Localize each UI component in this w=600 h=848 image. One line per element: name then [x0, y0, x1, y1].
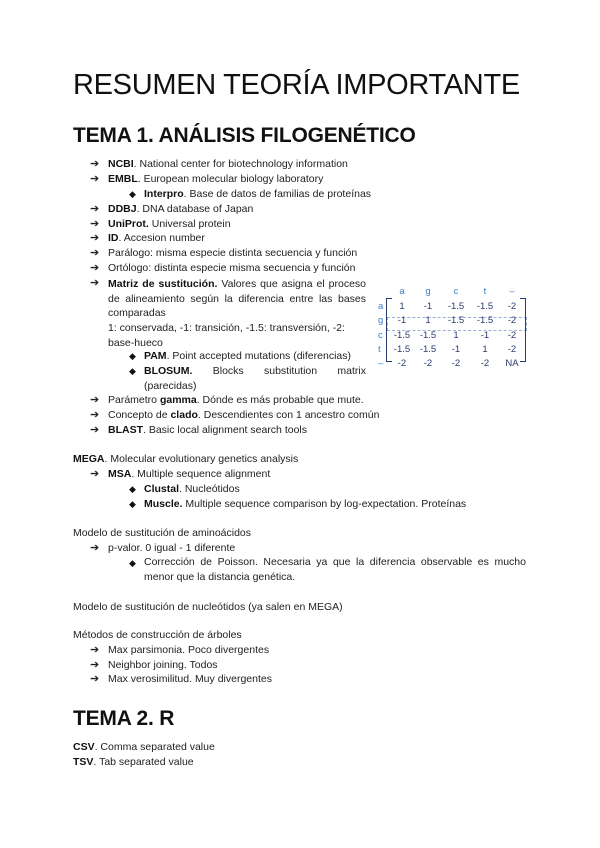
- substitution-matrix: [373, 284, 528, 372]
- matrix-row-header: t: [378, 344, 381, 355]
- matrix-cell: -1.5: [447, 315, 465, 326]
- matrix-cell: -2: [480, 358, 490, 369]
- mega-line: MEGA. Molecular evolutionary genetics analysis: [73, 453, 299, 465]
- matrix-row-header: –: [378, 358, 384, 369]
- arrow-bullet: ➔: [90, 394, 100, 406]
- matrix-row-header: c: [378, 330, 383, 341]
- matrix-cell: NA: [505, 358, 519, 369]
- matrix-cell: -1.5: [447, 301, 465, 312]
- tema1-heading: TEMA 1. ANÁLISIS FILOGENÉTICO: [73, 124, 416, 147]
- matrix-cell: 1: [425, 315, 431, 326]
- arrow-bullet: ➔: [90, 409, 100, 421]
- document-title: RESUMEN TEORÍA IMPORTANTE: [73, 69, 520, 101]
- arrow-bullet: ➔: [90, 424, 100, 436]
- arrow-bullet: ➔: [90, 468, 100, 480]
- list-item-verosimilitud: Max verosimilitud. Muy divergentes: [108, 673, 272, 685]
- matrix-cell: -1.5: [476, 315, 494, 326]
- arrow-bullet: ➔: [90, 542, 100, 554]
- matrix-col-header: a: [399, 286, 405, 297]
- matrix-col-header: –: [509, 286, 515, 297]
- list-item-gamma: Parámetro gamma. Dónde es más probable que mute.: [108, 394, 364, 406]
- list-item-uniprot: UniProt. Universal protein: [108, 218, 231, 230]
- arrow-bullet: ➔: [90, 262, 100, 274]
- nuc-model-heading: Modelo de sustitución de nucleótidos (ya salen en MEGA): [73, 601, 343, 613]
- tsv-line: TSV. Tab separated value: [73, 756, 194, 768]
- arrow-bullet: ➔: [90, 247, 100, 259]
- matrix-cell: -1: [423, 301, 433, 312]
- list-item-paralogo: Parálogo: misma especie distinta secuencia y función: [108, 247, 358, 259]
- list-item-poisson: Corrección de Poisson. Necesaria ya que la diferencia observable es mucho menor que la distancia genética.: [144, 556, 526, 583]
- matrix-cell: 1: [399, 301, 405, 312]
- csv-line: CSV. Comma separated value: [73, 741, 215, 753]
- arrow-bullet: ➔: [90, 158, 100, 170]
- list-item-ddbj: DDBJ. DNA database of Japan: [108, 203, 254, 215]
- list-item-id: ID. Accesion number: [108, 232, 205, 244]
- arrow-bullet: ➔: [90, 673, 100, 685]
- list-item-embl: EMBL. European molecular biology laboratory: [108, 173, 324, 185]
- matrix-cell: -2: [507, 301, 517, 312]
- list-item-parsimonia: Max parsimonia. Poco divergentes: [108, 644, 270, 656]
- list-item-pam: PAM. Point accepted mutations (diferencias): [144, 350, 351, 362]
- matrix-cell: -2: [507, 315, 517, 326]
- arrow-bullet: ➔: [90, 644, 100, 656]
- matrix-cell: -1.5: [419, 344, 437, 355]
- matrix-col-header: t: [483, 286, 487, 297]
- list-item-msa: MSA. Multiple sequence alignment: [108, 468, 271, 480]
- matrix-col-header: c: [453, 286, 459, 297]
- diamond-bullet: ◆: [129, 558, 136, 568]
- matrix-cell: -2: [507, 330, 517, 341]
- list-item-clado: Concepto de clado. Descendientes con 1 ancestro común: [108, 409, 380, 421]
- matrix-cell: -1: [397, 315, 407, 326]
- matrix-cell: -1.5: [393, 330, 411, 341]
- arrow-bullet: ➔: [90, 203, 100, 215]
- matriz-note: 1: conservada, -1: transición, -1.5: transversión, -2: base-hueco: [108, 322, 345, 349]
- matrix-cell: 1: [482, 344, 488, 355]
- list-item-clustal: Clustal. Nucleótidos: [144, 483, 240, 495]
- arrow-bullet: ➔: [90, 277, 100, 289]
- matrix-cell: -1: [451, 344, 461, 355]
- list-item-blast: BLAST. Basic local alignment search tools: [108, 424, 307, 436]
- matriz-description: Matriz de sustitución. Valores que asigna el proceso de alineamiento según la diferencia entre las bases comparadas: [108, 278, 366, 319]
- list-item-ncbi: NCBI. National center for biotechnology information: [108, 158, 348, 170]
- diamond-bullet: ◆: [129, 351, 136, 361]
- aa-model-heading: Modelo de sustitución de aminoácidos: [73, 527, 252, 539]
- matrix-cell: -2: [451, 358, 461, 369]
- list-item-pvalor: p-valor. 0 igual - 1 diferente: [108, 542, 236, 554]
- list-item-interpro: Interpro. Base de datos de familias de proteínas: [144, 188, 372, 200]
- matrix-row-header: g: [378, 315, 384, 326]
- diamond-bullet: ◆: [129, 484, 136, 494]
- tema2-heading: TEMA 2. R: [73, 707, 175, 730]
- arrow-bullet: ➔: [90, 232, 100, 244]
- diamond-bullet: ◆: [129, 189, 136, 199]
- matrix-cell: -1.5: [476, 301, 494, 312]
- arrow-bullet: ➔: [90, 173, 100, 185]
- matrix-col-header: g: [425, 286, 431, 297]
- arrow-bullet: ➔: [90, 659, 100, 671]
- matrix-cell: -1: [480, 330, 490, 341]
- list-item-neighbor: Neighbor joining. Todos: [108, 659, 218, 671]
- list-item-blosum: BLOSUM. Blocks substitution matrix (parecidas): [144, 365, 366, 392]
- matrix-cell: 1: [453, 330, 459, 341]
- list-item-ortologo: Ortólogo: distinta especie misma secuencia y función: [108, 262, 356, 274]
- arrow-bullet: ➔: [90, 218, 100, 230]
- trees-heading: Métodos de construcción de árboles: [73, 629, 242, 641]
- list-item-muscle: Muscle. Multiple sequence comparison by log-expectation. Proteínas: [144, 498, 467, 510]
- diamond-bullet: ◆: [129, 366, 136, 376]
- matrix-cell: -1.5: [419, 330, 437, 341]
- matrix-cell: -2: [423, 358, 433, 369]
- diamond-bullet: ◆: [129, 499, 136, 509]
- matrix-cell: -2: [397, 358, 407, 369]
- matrix-cell: -2: [507, 344, 517, 355]
- matrix-cell: -1.5: [393, 344, 411, 355]
- matrix-row-header: a: [378, 301, 384, 312]
